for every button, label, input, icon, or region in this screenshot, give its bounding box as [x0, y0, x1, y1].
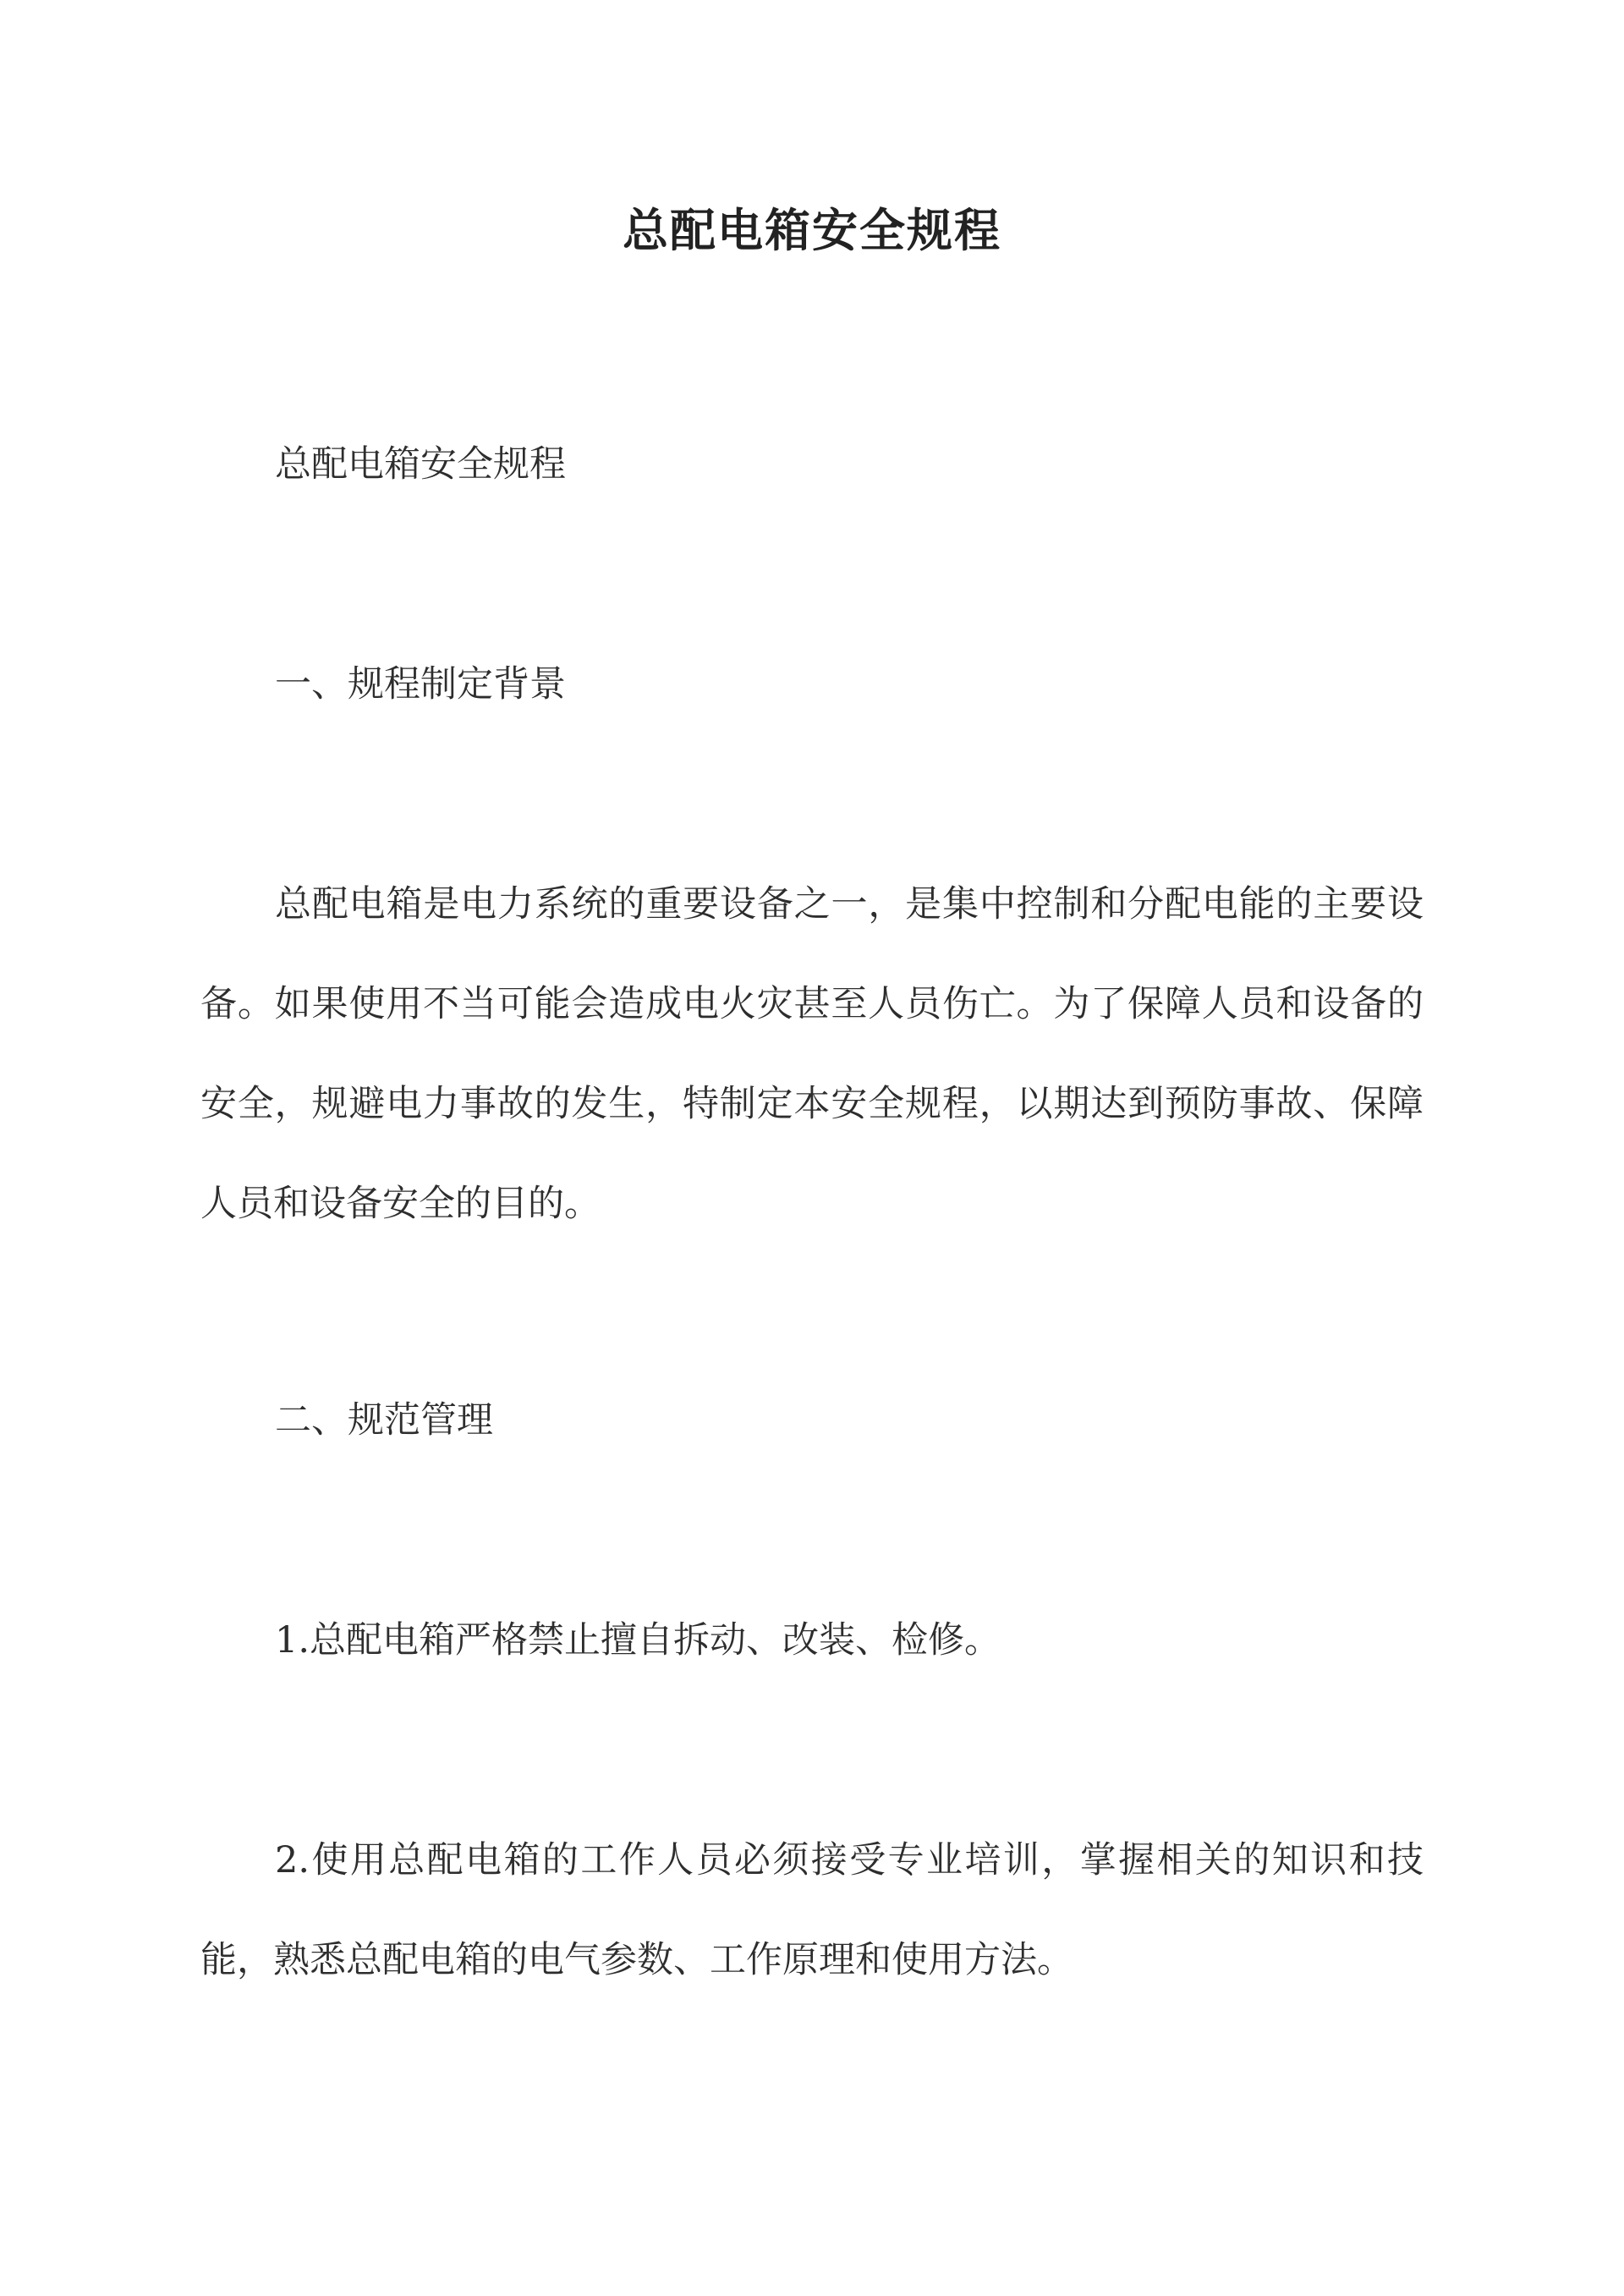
section-heading-background: 一、规程制定背景 — [275, 663, 566, 706]
background-paragraph: 总配电箱是电力系统的重要设备之一，是集中控制和分配电能的主要设备。如果使用不当可能会造成电火灾甚至人员伤亡。为了保障人员和设备的安全，规避电力事故的发生，特制定本安全规程，以期达到预防事故、保障人员和设备安全的目的。 — [200, 883, 1424, 1225]
list-item: 1.总配电箱严格禁止擅自拆动、改装、检修。 — [275, 1619, 1001, 1662]
section-heading-management: 二、规范管理 — [275, 1399, 493, 1442]
document-subtitle: 总配电箱安全规程 — [275, 443, 566, 486]
document-title: 总配电箱安全规程 — [623, 203, 1001, 257]
list-item: 2.使用总配电箱的工作人员必须接受专业培训，掌握相关的知识和技能，熟悉总配电箱的电气参数、工作原理和使用方法。 — [200, 1839, 1424, 1981]
